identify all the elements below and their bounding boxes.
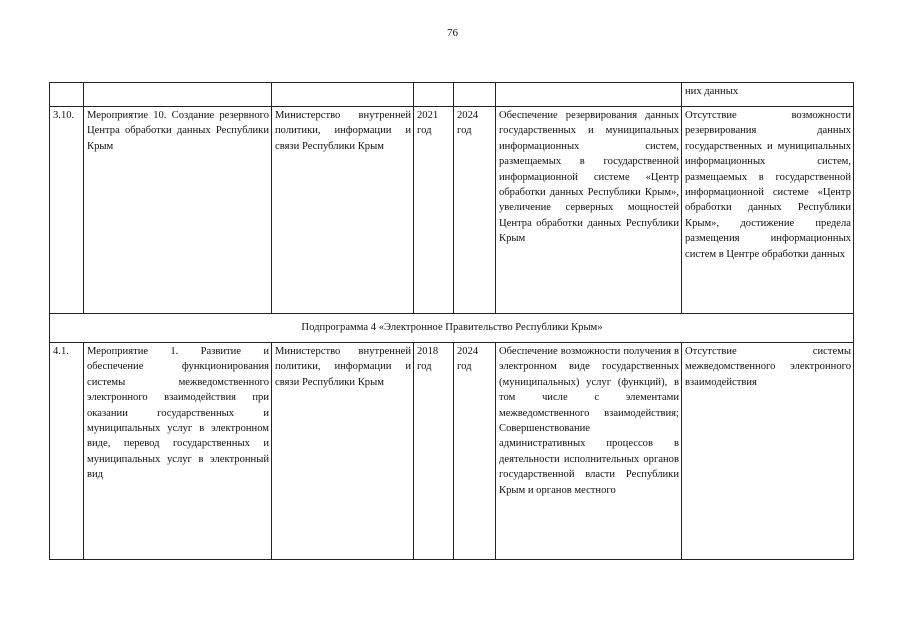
cell-start-year	[414, 83, 454, 107]
subprogram-title: Подпрограмма 4 «Электронное Правительство Республики Крым»	[50, 314, 854, 343]
row-number: 4.1.	[50, 343, 84, 560]
start-year-cell: 2021 год	[414, 107, 454, 314]
table-row-continuation	[50, 83, 854, 107]
expected-result-cell: Обеспечение возможности получения в электронном виде государственных (муниципальных) услуг (функций), в том числе с элементами межведомственного взаимодействия; Совершенствование административных процессов в деятельности исполнительных органов государственной власти Республики Крым и органов местного	[496, 343, 682, 560]
cell-end-year	[454, 83, 496, 107]
table-row-3-10	[50, 107, 854, 314]
executor-cell: Министерство внутренней политики, информации и связи Республики Крым	[272, 107, 414, 314]
measure-cell: Мероприятие 10. Создание резервного Центра обработки данных Республики Крым	[84, 107, 272, 314]
program-measures-table	[49, 82, 854, 560]
continuation-text: них данных	[685, 86, 739, 97]
subprogram-header-row	[50, 314, 854, 343]
consequences-cell: Отсутствие возможности резервирования данных государственных и муниципальных информационных систем, размещаемых в государственной информационной системе «Центр обработки данных Республики Крым», достижение предела размещения информационных систем в Центре обработки данных	[682, 107, 854, 314]
table-row-4-1	[50, 343, 854, 560]
cell-measure	[84, 83, 272, 107]
start-year-cell: 2018 год	[414, 343, 454, 560]
page-number: 76	[447, 27, 458, 39]
cell-consequences	[682, 83, 854, 107]
executor-cell: Министерство внутренней политики, информации и связи Республики Крым	[272, 343, 414, 560]
row-number: 3.10.	[50, 107, 84, 314]
consequences-cell: Отсутствие системы межведомственного электронного взаимодействия	[682, 343, 854, 560]
cell-expected-result	[496, 83, 682, 107]
cell-number	[50, 83, 84, 107]
measure-cell: Мероприятие 1. Развитие и обеспечение функционирования системы межведомственного электронного взаимодействия при оказании государственных и муниципальных услуг в электронном виде, перевод государственных и муниципальных услуг в электронный вид	[84, 343, 272, 560]
end-year-cell: 2024 год	[454, 107, 496, 314]
end-year-cell: 2024 год	[454, 343, 496, 560]
cell-executor	[272, 83, 414, 107]
expected-result-cell: Обеспечение резервирования данных государственных и муниципальных информационных систем, размещаемых в государственной информационной системе «Центр обработки данных Республики Крым», увеличение серверных мощностей Центра обработки данных Республики Крым	[496, 107, 682, 314]
